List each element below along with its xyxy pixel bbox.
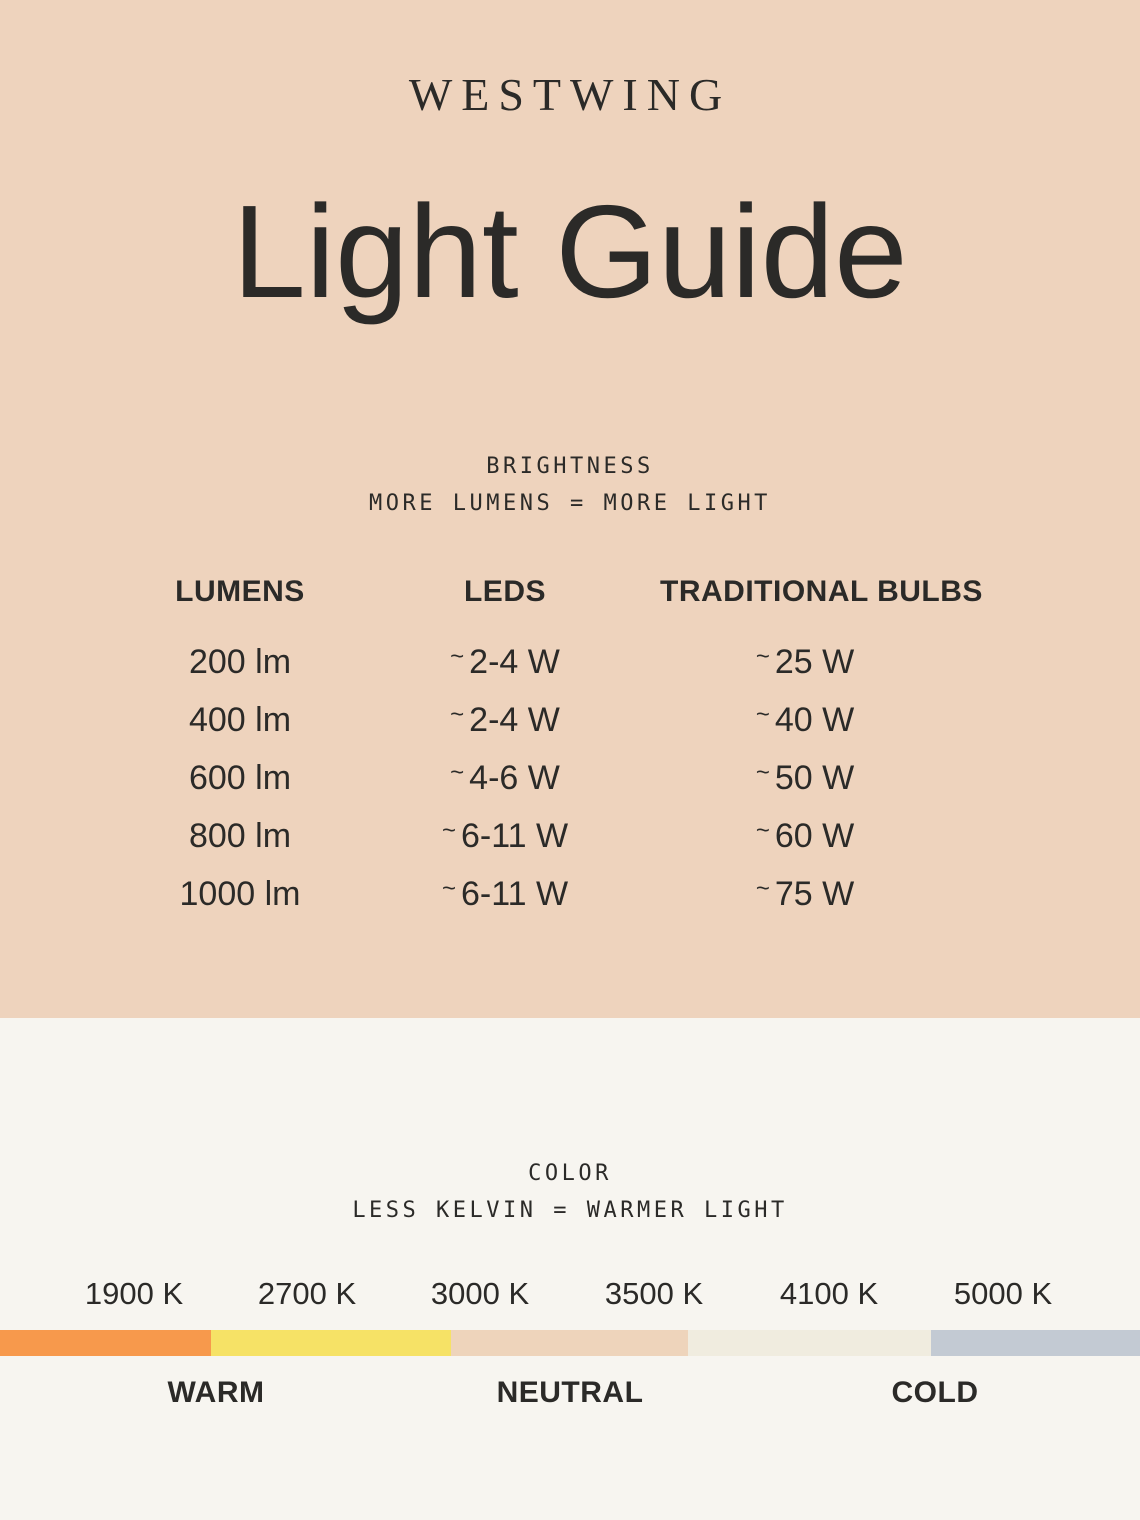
color-bar-segment-warm-orange <box>0 1330 211 1356</box>
temperature-label-cold: COLD <box>891 1376 979 1409</box>
brightness-heading: BRIGHTNESS <box>486 454 654 479</box>
lumens-value: 1000 lm <box>179 875 301 913</box>
approx-symbol: ~ <box>755 817 770 844</box>
color-heading: COLOR <box>528 1161 612 1186</box>
lumens-value: 800 lm <box>188 817 292 855</box>
traditional-value: ~ 60 W <box>755 817 855 855</box>
traditional-value: ~ 50 W <box>755 759 855 797</box>
color-caption <box>0 1155 1140 1229</box>
brightness-caption <box>0 448 1140 522</box>
temperature-label-neutral: NEUTRAL <box>496 1376 644 1409</box>
table-body <box>0 635 1140 925</box>
column-header-traditional: TRADITIONAL BULBS <box>660 575 983 608</box>
temperature-words <box>0 1376 1140 1416</box>
brightness-subheading: MORE LUMENS = MORE LIGHT <box>369 491 771 516</box>
approx-symbol: ~ <box>755 875 770 902</box>
color-bar-segment-warm-yellow <box>211 1330 451 1356</box>
kelvin-label: 2700 K <box>257 1276 357 1311</box>
column-header-lumens: LUMENS <box>175 575 305 608</box>
leds-value: ~ 4-6 W <box>450 759 560 797</box>
color-subheading: LESS KELVIN = WARMER LIGHT <box>352 1198 788 1223</box>
table-header-row <box>0 565 1140 619</box>
approx-symbol: ~ <box>441 817 456 844</box>
kelvin-label: 3500 K <box>604 1276 704 1311</box>
lumens-value: 400 lm <box>188 701 292 739</box>
page-title: Light Guide <box>232 178 908 325</box>
leds-value: ~ 6-11 W <box>441 817 569 855</box>
approx-symbol: ~ <box>450 759 465 786</box>
color-bar-segment-cold-gray <box>931 1330 1140 1356</box>
approx-symbol: ~ <box>450 701 465 728</box>
leds-value: ~ 6-11 W <box>441 875 569 913</box>
table-row <box>0 693 1140 751</box>
traditional-value: ~ 75 W <box>755 875 855 913</box>
leds-value: ~ 2-4 W <box>450 643 560 681</box>
approx-symbol: ~ <box>755 701 770 728</box>
traditional-value: ~ 25 W <box>755 643 855 681</box>
lumens-value: 200 lm <box>188 643 292 681</box>
approx-symbol: ~ <box>450 643 465 670</box>
approx-symbol: ~ <box>755 643 770 670</box>
table-row <box>0 635 1140 693</box>
kelvin-scale-labels <box>0 1276 1140 1316</box>
table-row <box>0 867 1140 925</box>
kelvin-label: 4100 K <box>779 1276 879 1311</box>
column-header-leds: LEDS <box>463 575 546 608</box>
brand-logo: WESTWING <box>408 69 732 120</box>
approx-symbol: ~ <box>441 875 456 902</box>
approx-symbol: ~ <box>755 759 770 786</box>
traditional-value: ~ 40 W <box>755 701 855 739</box>
kelvin-label: 5000 K <box>953 1276 1053 1311</box>
kelvin-label: 1900 K <box>84 1276 184 1311</box>
table-row <box>0 751 1140 809</box>
kelvin-label: 3000 K <box>430 1276 530 1311</box>
color-temperature-bar <box>0 1330 1140 1356</box>
temperature-label-warm: WARM <box>167 1376 265 1409</box>
color-bar-segment-neutral-cream <box>688 1330 931 1356</box>
lumens-conversion-table <box>0 565 1140 925</box>
leds-value: ~ 2-4 W <box>450 701 560 739</box>
lumens-value: 600 lm <box>188 759 292 797</box>
color-section <box>0 1018 1140 1520</box>
color-bar-segment-neutral-peach <box>451 1330 688 1356</box>
table-row <box>0 809 1140 867</box>
